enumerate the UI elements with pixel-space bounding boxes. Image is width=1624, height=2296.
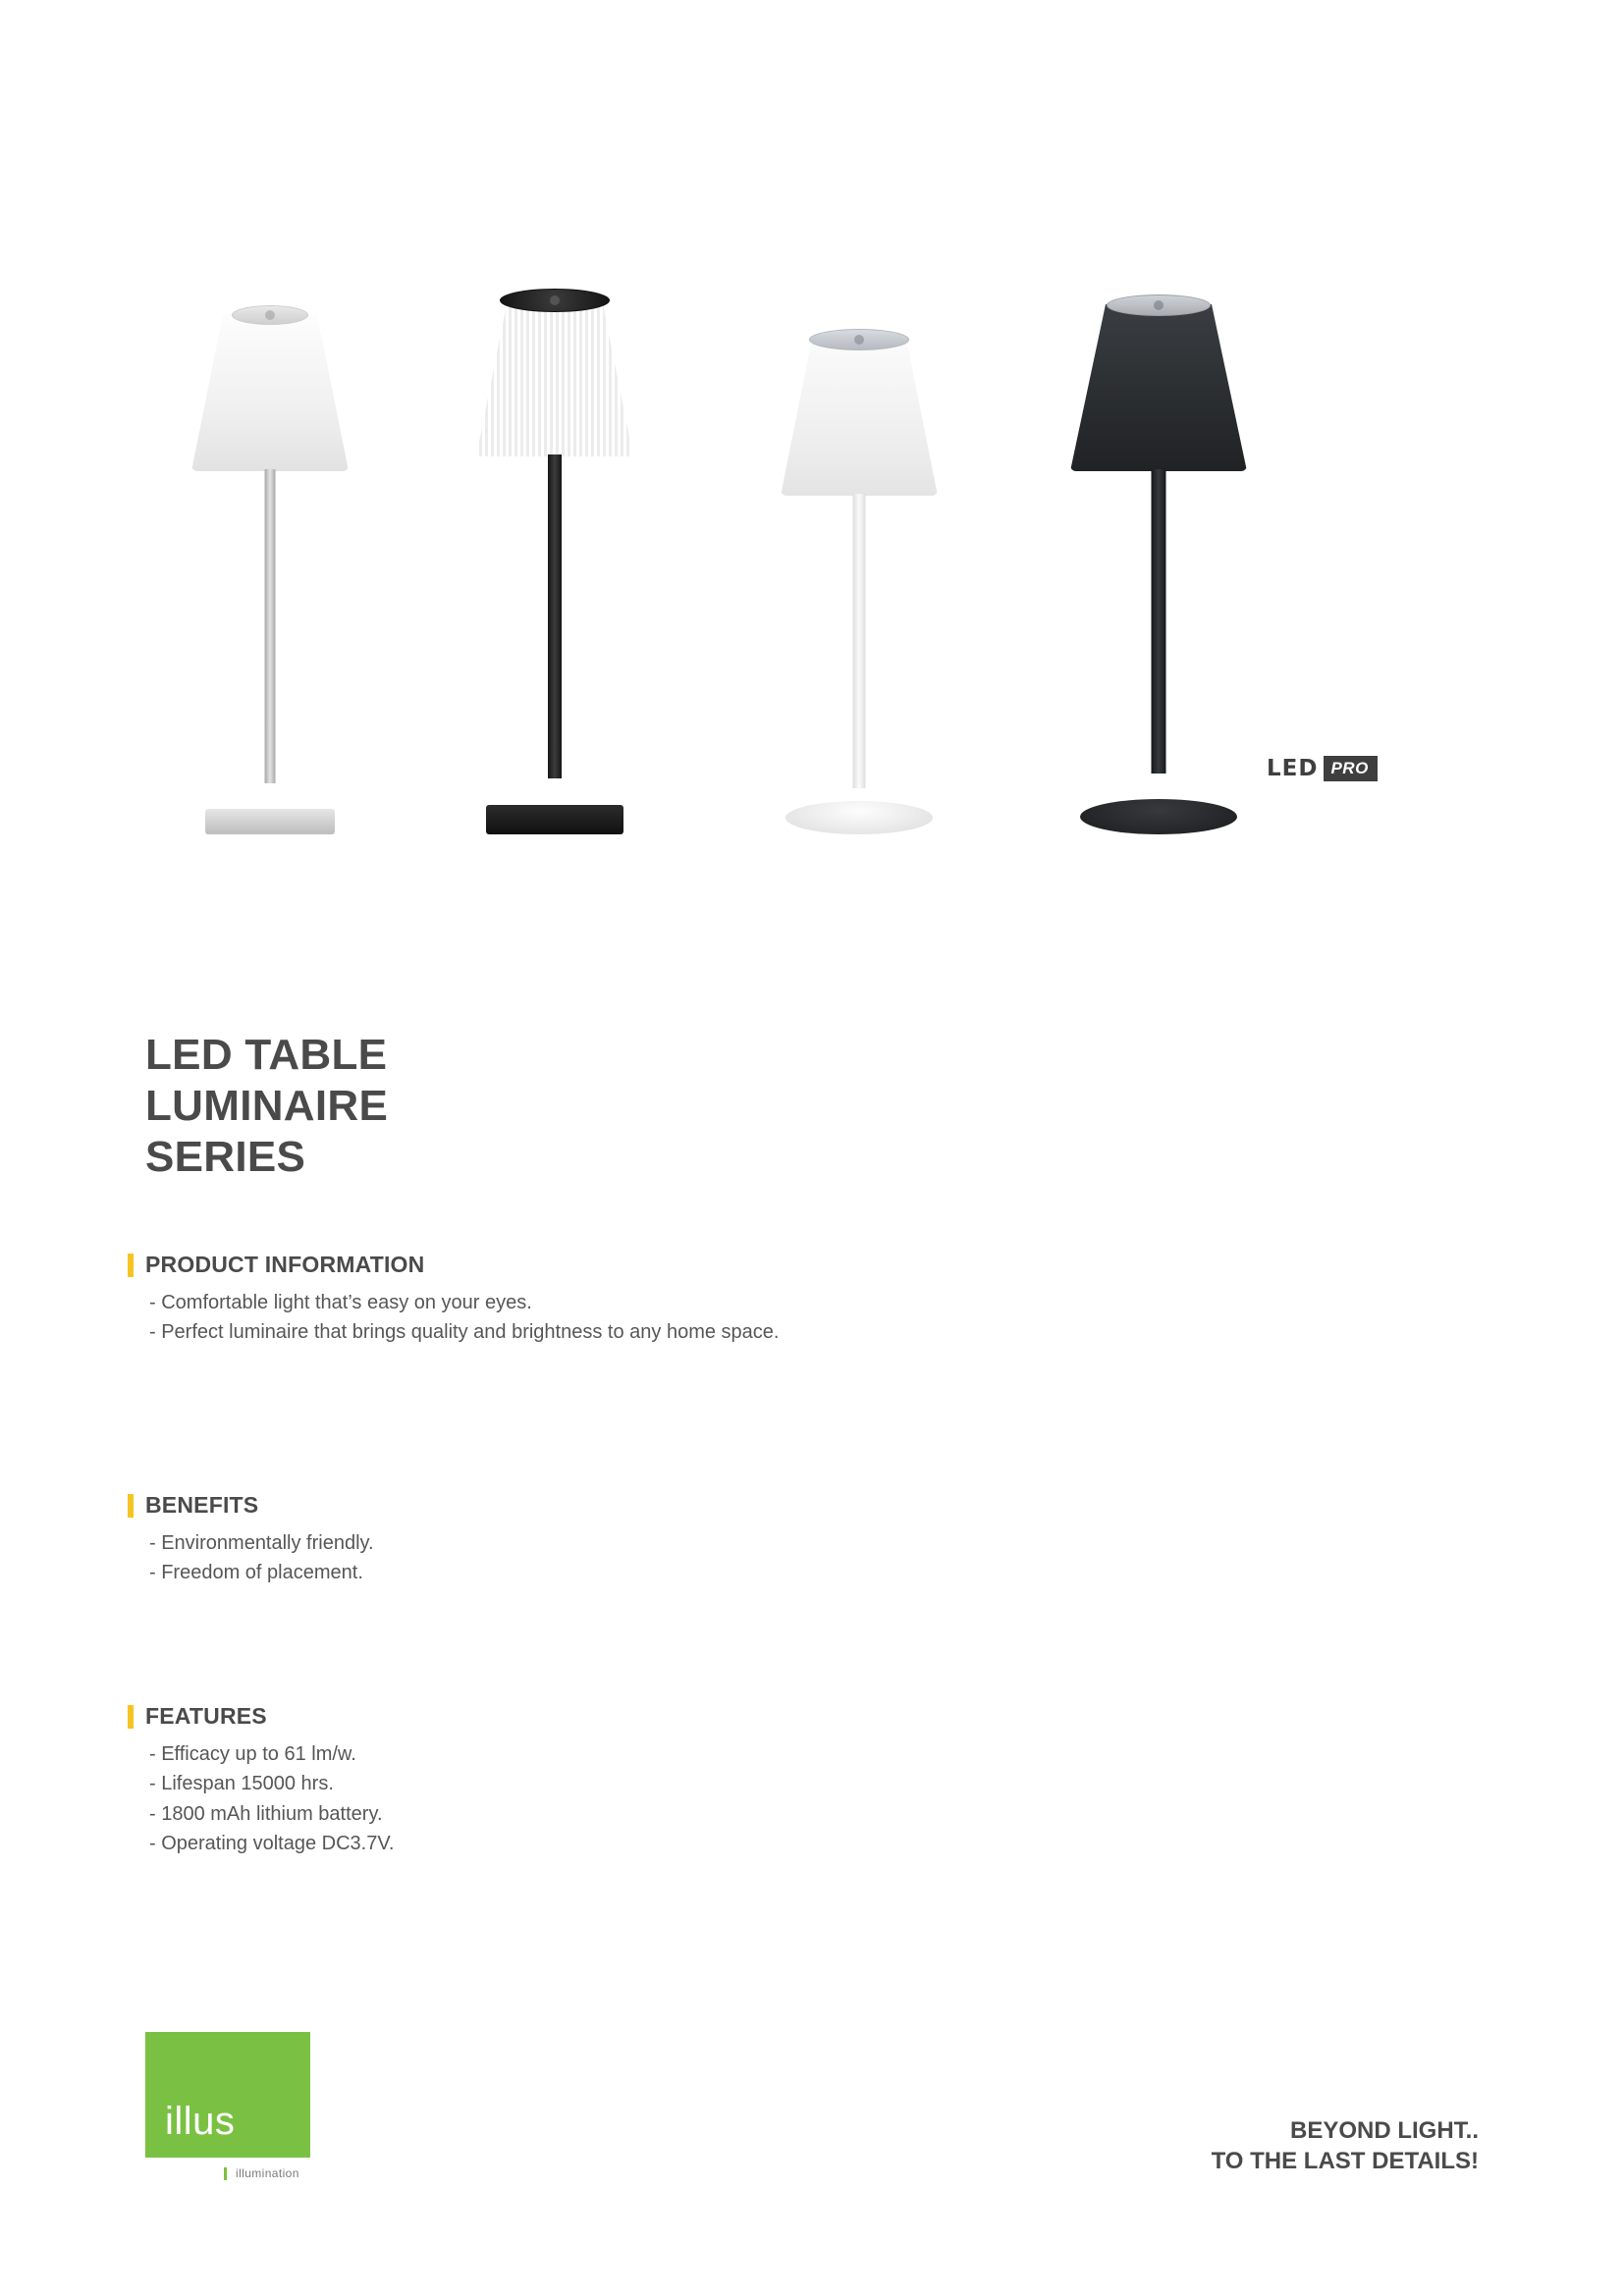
accent-bar-icon bbox=[128, 1705, 134, 1729]
list-item: - Operating voltage DC3.7V. bbox=[149, 1833, 395, 1855]
list-item: - 1800 mAh lithium battery. bbox=[149, 1802, 383, 1825]
lamp-base bbox=[785, 801, 933, 834]
section-heading-label: FEATURES bbox=[145, 1703, 267, 1729]
section-bullet-list bbox=[128, 1528, 374, 1588]
brand-logo-text: illus bbox=[165, 2100, 236, 2143]
led-label: LED bbox=[1267, 756, 1319, 781]
lamp-top-cap bbox=[809, 329, 909, 350]
section-bullet-list bbox=[128, 1739, 394, 1859]
list-item: - Lifespan 15000 hrs. bbox=[149, 1773, 334, 1795]
lamp-stem bbox=[548, 454, 562, 778]
section-heading bbox=[128, 1252, 779, 1278]
pro-label: PRO bbox=[1324, 756, 1377, 781]
lamp-shade bbox=[191, 314, 349, 471]
product-image-row bbox=[118, 255, 1394, 834]
product-lamp-1 bbox=[157, 314, 383, 834]
list-item: - Environmentally friendly. bbox=[149, 1532, 374, 1554]
brand-logo bbox=[145, 2032, 310, 2158]
section-product-information bbox=[128, 1252, 779, 1363]
section-bullet-list bbox=[128, 1288, 779, 1348]
section-features bbox=[128, 1703, 394, 1875]
page-title: LED TABLE LUMINAIRE SERIES bbox=[145, 1031, 389, 1182]
section-heading bbox=[128, 1492, 374, 1519]
lamp-top-cap bbox=[500, 289, 610, 312]
footer-tagline: BEYOND LIGHT.. TO THE LAST DETAILS! bbox=[1211, 2117, 1479, 2175]
section-heading-label: BENEFITS bbox=[145, 1492, 259, 1518]
list-item: - Perfect luminaire that brings quality and brightness to any home space. bbox=[149, 1321, 780, 1344]
lamp-stem bbox=[1152, 469, 1166, 774]
section-heading-label: PRODUCT INFORMATION bbox=[145, 1252, 425, 1277]
lamp-base bbox=[486, 805, 623, 834]
lamp-top-cap bbox=[232, 305, 308, 325]
led-pro-badge bbox=[1267, 756, 1378, 781]
accent-bar-icon bbox=[128, 1254, 134, 1277]
section-heading bbox=[128, 1703, 394, 1730]
product-lamp-3 bbox=[746, 339, 972, 834]
product-lamp-2 bbox=[442, 299, 668, 834]
list-item: - Efficacy up to 61 lm/w. bbox=[149, 1743, 356, 1765]
lamp-base bbox=[1080, 799, 1237, 834]
list-item: - Comfortable light that’s easy on your eyes. bbox=[149, 1292, 532, 1313]
section-benefits bbox=[128, 1492, 374, 1604]
accent-bar-icon bbox=[128, 1494, 134, 1518]
lamp-base bbox=[205, 809, 335, 834]
lamp-stem bbox=[265, 469, 276, 783]
list-item: - Freedom of placement. bbox=[149, 1562, 363, 1584]
product-lamp-4 bbox=[1041, 304, 1276, 834]
lamp-stem bbox=[853, 494, 866, 788]
brand-logo-subtitle: illumination bbox=[224, 2167, 299, 2180]
lamp-top-cap bbox=[1107, 294, 1211, 316]
lamp-shade bbox=[781, 339, 938, 496]
lamp-shade bbox=[476, 299, 633, 456]
lamp-shade bbox=[1070, 304, 1247, 471]
